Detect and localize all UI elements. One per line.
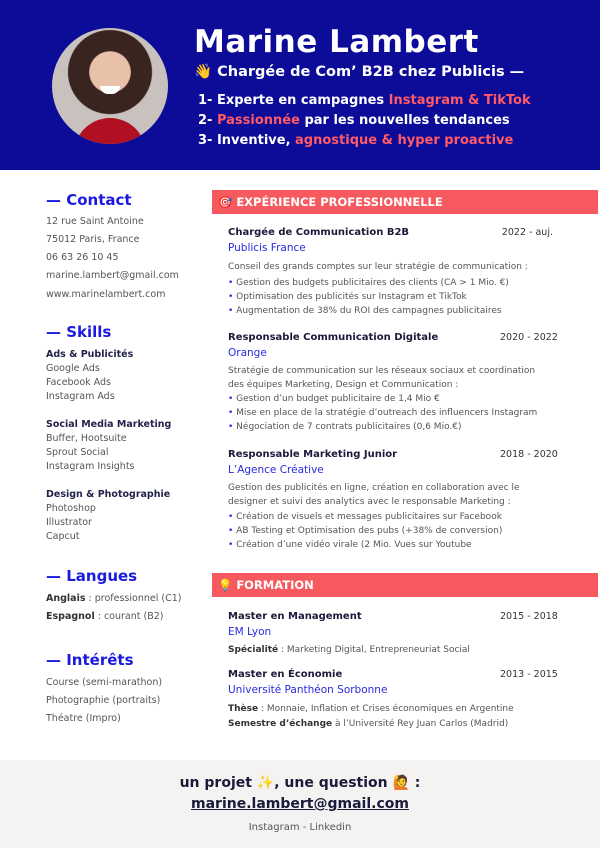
interest-item: Photographie (portraits): [46, 695, 161, 706]
job-bullet: • Optimisation des publicités sur Instagram et TikTok: [228, 292, 467, 302]
degree-title: Master en Management: [228, 611, 362, 622]
language-item: Anglais : professionnel (C1): [46, 593, 182, 604]
education-banner: 💡 FORMATION: [212, 573, 598, 597]
contact-phone: 06 63 26 10 45: [46, 252, 119, 263]
job-title: Responsable Communication Digitale: [228, 332, 439, 343]
job-title: Responsable Marketing Junior: [228, 449, 398, 460]
language-item: Espagnol : courant (B2): [46, 611, 164, 622]
contact-email[interactable]: marine.lambert@gmail.com: [46, 270, 179, 281]
contact-address: 12 rue Saint Antoine: [46, 216, 144, 227]
contact-website[interactable]: www.marinelambert.com: [46, 289, 166, 300]
footer-links: Instagram - Linkedin: [248, 822, 352, 833]
job-company: Orange: [228, 347, 267, 359]
job-bullet: • Création de visuels et messages publicitaires sur Facebook: [228, 512, 502, 522]
job-description: des équipes Marketing, Design et Communication :: [228, 380, 459, 390]
skill-item: Instagram Ads: [46, 391, 115, 402]
degree-note: Semestre d’échange à l’Université Rey Juan Carlos (Madrid): [228, 719, 509, 729]
subtitle: 👋 Chargée de Com’ B2B chez Publicis —: [194, 64, 525, 80]
interest-item: Théatre (Impro): [46, 713, 121, 724]
highlight-2: 2- Passionnée par les nouvelles tendances: [198, 113, 510, 128]
skill-item: Sprout Social: [46, 447, 109, 458]
job-company: L’Agence Créative: [228, 464, 324, 476]
job-title: Chargée de Communication B2B: [228, 227, 410, 238]
degree-note: Thèse : Monnaie, Inflation et Crises économiques en Argentine: [228, 704, 514, 714]
name: Marine Lambert: [194, 24, 479, 60]
highlight-3: 3- Inventive, agnostique & hyper proactive: [198, 133, 514, 148]
linkedin-link[interactable]: Linkedin: [309, 822, 352, 833]
instagram-link[interactable]: Instagram: [248, 822, 300, 833]
profile-photo: [52, 28, 168, 144]
job-description: Conseil des grands comptes sur leur stratégie de communication :: [228, 262, 528, 272]
job-description: Stratégie de communication sur les réseaux sociaux et coordination: [228, 366, 536, 376]
skill-group-title: Social Media Marketing: [46, 419, 172, 430]
job-bullet: • AB Testing et Optimisation des pubs (+38% de conversion): [228, 526, 503, 536]
job-bullet: • Augmentation de 38% du ROI des campagnes publicitaires: [228, 306, 502, 316]
job-bullet: • Négociation de 7 contrats publicitaires (0,6 Mio.€): [228, 422, 462, 432]
footer-email-link[interactable]: marine.lambert@gmail.com: [191, 796, 409, 812]
degree-title: Master en Économie: [228, 669, 343, 680]
skills-heading: — Skills: [46, 323, 112, 341]
degree-school: Université Panthéon Sorbonne: [228, 684, 388, 696]
job-company: Publicis France: [228, 242, 306, 254]
languages-heading: — Langues: [46, 567, 138, 585]
degree-dates: 2013 - 2015: [500, 669, 558, 680]
job-bullet: • Gestion d’un budget publicitaire de 1,4 Mio €: [228, 394, 440, 404]
experience-banner: 🎯 EXPÉRIENCE PROFESSIONNELLE: [212, 190, 598, 214]
job-description: Gestion des publicités en ligne, création en collaboration avec le: [228, 483, 520, 493]
degree-school: EM Lyon: [228, 626, 272, 638]
contact-city: 75012 Paris, France: [46, 234, 140, 245]
skill-item: Instagram Insights: [46, 461, 135, 472]
job-description: designer et suivi des analytics avec le responsable Marketing :: [228, 497, 511, 507]
skill-item: Capcut: [46, 531, 80, 542]
skill-item: Illustrator: [46, 517, 92, 528]
contact-heading: — Contact: [46, 191, 132, 209]
job-bullet: • Mise en place de la stratégie d’outreach des influencers Instagram: [228, 408, 538, 418]
job-bullet: • Gestion des budgets publicitaires des clients (CA > 1 Mio. €): [228, 278, 509, 288]
degree-dates: 2015 - 2018: [500, 611, 558, 622]
skill-item: Buffer, Hootsuite: [46, 433, 127, 444]
job-bullet: • Création d’une vidéo virale (2 Mio. Vues sur Youtube: [228, 540, 472, 550]
highlight-1: 1- Experte en campagnes Instagram & TikTok: [198, 93, 531, 108]
footer-cta: un projet ✨, une question 🙋 :: [179, 775, 421, 791]
job-dates: 2020 - 2022: [500, 332, 558, 343]
skill-item: Facebook Ads: [46, 377, 111, 388]
interest-item: Course (semi-marathon): [46, 677, 163, 688]
skill-group-title: Ads & Publicités: [46, 349, 134, 360]
skill-item: Google Ads: [46, 363, 100, 374]
job-dates: 2022 - auj.: [501, 227, 553, 238]
job-dates: 2018 - 2020: [500, 449, 558, 460]
interests-heading: — Intérêts: [46, 651, 134, 669]
skill-group-title: Design & Photographie: [46, 489, 171, 500]
degree-note: Spécialité : Marketing Digital, Entrepreneuriat Social: [228, 645, 470, 655]
skill-item: Photoshop: [46, 503, 96, 514]
